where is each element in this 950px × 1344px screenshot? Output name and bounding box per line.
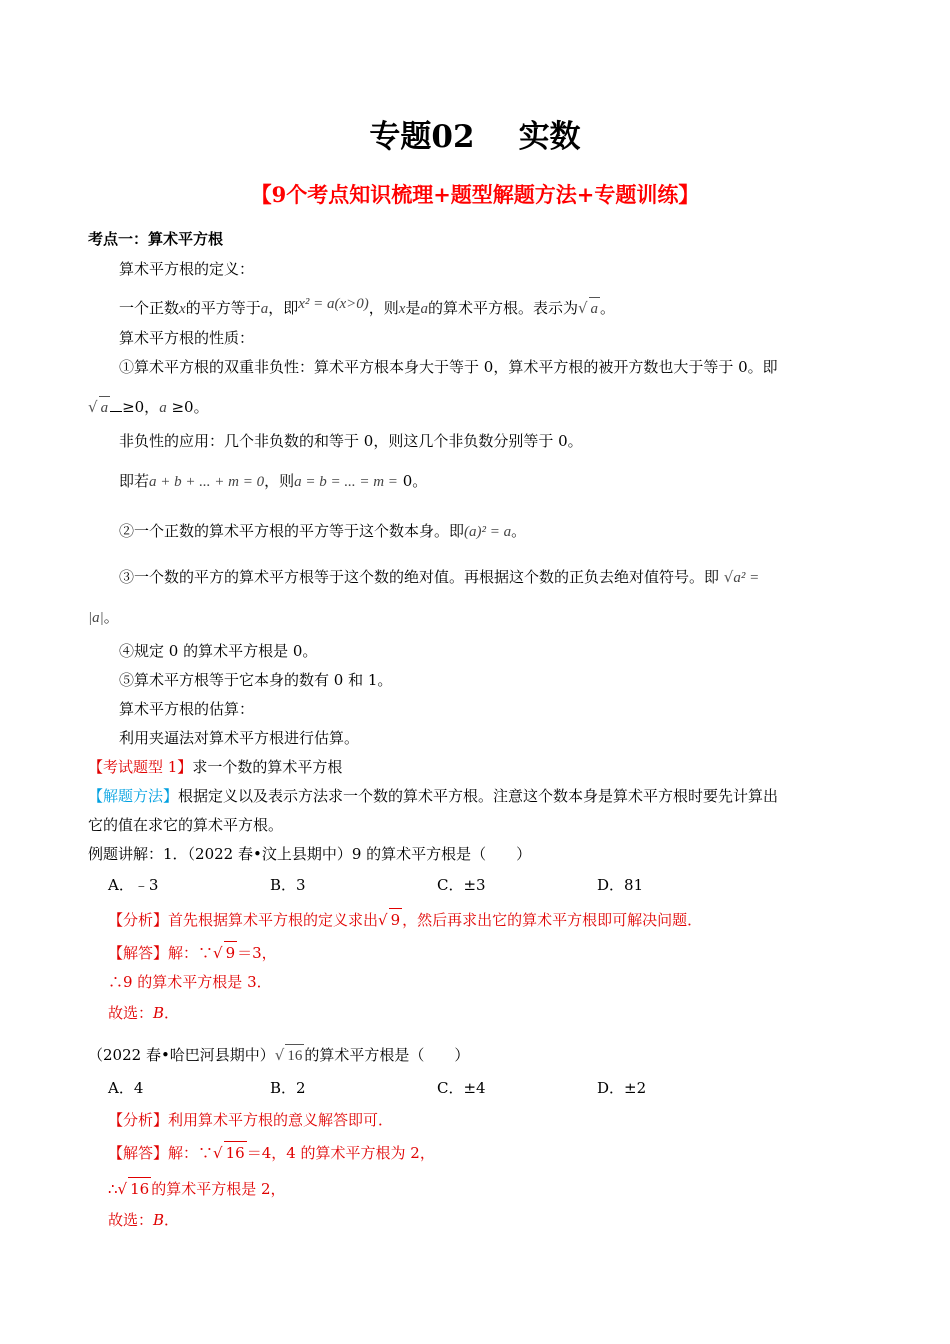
title-part-1: 专题02: [369, 119, 475, 155]
method-line-1: 【解题方法】根据定义以及表示方法求一个数的算术平方根。注意这个数本身是算术平方根时要先计算出: [88, 787, 779, 805]
example-2-option-c: C．±4: [437, 1079, 486, 1097]
application-line-2: 即若a + b + ... + m = 0，则a = b = ... = m = 0。: [119, 472, 428, 490]
property-2: ②一个正数的算术平方根的平方等于这个数本身。即(a)² = a。: [119, 522, 527, 540]
definition-label: 算术平方根的定义：: [119, 260, 255, 278]
estimation-label: 算术平方根的估算：: [119, 700, 255, 718]
method-tag: 【解题方法】: [88, 787, 179, 805]
example-2-option-a: A．4: [108, 1079, 144, 1097]
example-1-analysis: 【分析】首先根据算术平方根的定义求出√ 9 ，然后再求出它的算术平方根即可解决问题．: [108, 908, 702, 931]
example-2-option-d: D．±2: [597, 1079, 647, 1097]
radical-sign: √: [577, 299, 588, 317]
definition-equation: x² = a(x>0): [298, 296, 369, 312]
page-subtitle: 【9个考点知识梳理+题型解题方法+专题训练】: [250, 182, 700, 207]
example-2-choice: 故选：B．: [108, 1211, 180, 1229]
example-1-choice: 故选：B．: [108, 1004, 180, 1022]
example-1-option-a: A．﹣3: [108, 876, 159, 894]
nonnegative-sum-formula: a + b + ... + m = 0: [149, 474, 265, 490]
property-3-line-2: |a|。: [88, 608, 119, 626]
property-1-line-1: ①算术平方根的双重非负性：算术平方根本身大于等于 0，算术平方根的被开方数也大于等于 0。即: [119, 358, 778, 376]
example-1-option-d: D．81: [597, 876, 644, 894]
example-2-option-b: B．2: [270, 1079, 306, 1097]
square-of-root-formula: (a)² = a: [464, 524, 512, 540]
property-3-line-1: ③一个数的平方的算术平方根等于这个数的绝对值。再根据这个数的正负去绝对值符号。即 √a² =: [119, 568, 760, 586]
property-label: 算术平方根的性质：: [119, 329, 255, 347]
example-1-therefore: ∴9 的算术平方根是 3．: [108, 973, 272, 991]
example-1-stem: 例题讲解：1．（2022 春•汶上县期中）9 的算术平方根是（ ）: [88, 845, 532, 863]
property-4: ④规定 0 的算术平方根是 0。: [119, 642, 318, 660]
example-2-therefore: ∴√ 16 的算术平方根是 2，: [108, 1177, 286, 1200]
page-title: [0, 117, 950, 157]
exam-type-tag: 【考试题型 1】: [88, 758, 193, 776]
definition-line: 一个正数x的平方等于a，即x² = a(x>0)，则x是a的算术平方根。表示为√ a 。: [119, 297, 615, 320]
application-line-1: 非负性的应用：几个非负数的和等于 0，则这几个非负数分别等于 0。: [119, 432, 583, 450]
title-part-2: 实数: [518, 119, 581, 155]
example-2-answer: 【解答】解：∵√ 16 ＝4，4 的算术平方根为 2，: [108, 1141, 435, 1164]
example-1-option-b: B．3: [270, 876, 306, 894]
method-line-2: 它的值在求它的算术平方根。: [88, 816, 284, 834]
section-heading: 考点一：算术平方根: [88, 230, 224, 248]
equal-zero-formula: a = b = ... = m =: [294, 474, 398, 490]
example-2-stem: （2022 春•哈巴河县期中）√ 16 的算术平方根是（ ）: [88, 1044, 469, 1067]
example-1-answer: 【解答】解：∵√ 9 ＝3，: [108, 941, 277, 964]
example-2-analysis: 【分析】利用算术平方根的意义解答即可．: [108, 1111, 394, 1129]
example-1-option-c: C．±3: [437, 876, 486, 894]
exam-type-1: 【考试题型 1】求一个数的算术平方根: [88, 758, 343, 776]
root-of-square-formula: a² =: [733, 570, 760, 586]
estimation-text: 利用夹逼法对算术平方根进行估算。: [119, 729, 360, 747]
property-1-line-2: √ a ≥0，a ≥0。: [88, 396, 209, 419]
property-5: ⑤算术平方根等于它本身的数有 0 和 1。: [119, 671, 393, 689]
